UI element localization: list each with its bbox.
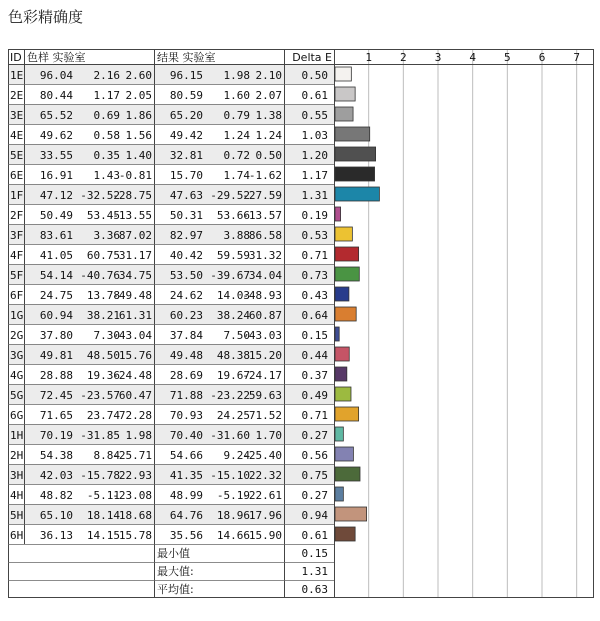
delta-bar xyxy=(335,147,376,161)
result-value: 70.93 xyxy=(169,409,203,422)
result-value: -15.10 xyxy=(210,469,250,482)
sample-value: -23.08 xyxy=(112,489,152,502)
sample-value: 18.68 xyxy=(118,509,152,522)
row-id: 6E xyxy=(10,169,24,182)
row-id: 2G xyxy=(10,329,24,342)
result-value: 71.88 xyxy=(169,389,203,402)
header-delta: Delta E xyxy=(292,51,332,64)
result-value: -43.03 xyxy=(242,329,282,342)
sample-value: -31.85 xyxy=(80,429,120,442)
result-value: 24.25 xyxy=(216,409,250,422)
result-value: 86.58 xyxy=(248,229,282,242)
result-value: -23.22 xyxy=(210,389,250,402)
result-value: 71.52 xyxy=(248,409,282,422)
sample-value: 96.04 xyxy=(39,69,73,82)
sample-value: 65.10 xyxy=(39,509,73,522)
result-value: 17.96 xyxy=(248,509,282,522)
sample-value: 3.36 xyxy=(93,229,120,242)
delta-value: 0.75 xyxy=(301,469,328,482)
delta-value: 0.50 xyxy=(301,69,328,82)
result-value: 2.07 xyxy=(255,89,282,102)
summary-label: 平均值: xyxy=(157,583,194,596)
result-value: 3.88 xyxy=(223,229,250,242)
x-tick-label: 6 xyxy=(538,51,546,64)
result-value: 22.32 xyxy=(248,469,282,482)
result-value: 15.90 xyxy=(248,529,282,542)
result-value: 35.56 xyxy=(169,529,203,542)
header-sample: 色样 实验室 xyxy=(27,51,86,64)
row-id: 1G xyxy=(10,309,24,322)
sample-value: -25.71 xyxy=(112,449,152,462)
delta-bar xyxy=(335,107,353,121)
row-id: 4E xyxy=(10,129,24,142)
row-id: 5G xyxy=(10,389,24,402)
result-value: 1.38 xyxy=(255,109,282,122)
result-value: 19.67 xyxy=(216,369,250,382)
row-id: 1H xyxy=(10,429,24,442)
result-value: 1.24 xyxy=(255,129,282,142)
result-value: 80.59 xyxy=(169,89,203,102)
result-value: 53.50 xyxy=(169,269,203,282)
sample-value: -49.48 xyxy=(112,289,152,302)
sample-value: 47.12 xyxy=(39,189,73,202)
delta-value: 0.61 xyxy=(301,529,328,542)
row-id: 5E xyxy=(10,149,24,162)
sample-value: 70.19 xyxy=(39,429,73,442)
result-value: 0.72 xyxy=(223,149,250,162)
row-id: 3F xyxy=(10,229,24,242)
delta-bar xyxy=(335,387,351,401)
delta-value: 1.31 xyxy=(301,189,328,202)
sample-value: 48.50 xyxy=(86,349,120,362)
summary-label: 最小值 xyxy=(157,547,190,560)
result-value: 70.40 xyxy=(169,429,203,442)
result-value: 96.15 xyxy=(169,69,203,82)
delta-bar xyxy=(335,87,355,101)
summary-value: 0.63 xyxy=(301,583,328,596)
sample-value: 41.05 xyxy=(39,249,73,262)
result-value: 64.76 xyxy=(169,509,203,522)
delta-bar xyxy=(335,467,360,481)
sample-value: 60.94 xyxy=(39,309,73,322)
delta-value: 1.03 xyxy=(301,129,328,142)
result-value: -29.52 xyxy=(210,189,250,202)
sample-value: 13.78 xyxy=(86,289,120,302)
delta-bar xyxy=(335,187,379,201)
delta-value: 1.20 xyxy=(301,149,328,162)
row-id: 2E xyxy=(10,89,24,102)
result-value: 47.63 xyxy=(169,189,203,202)
row-id: 6H xyxy=(10,529,24,542)
delta-bar xyxy=(335,407,359,421)
sample-value: 7.30 xyxy=(93,329,120,342)
result-value: 1.98 xyxy=(223,69,250,82)
result-value: 7.50 xyxy=(223,329,250,342)
sample-value: 14.15 xyxy=(86,529,120,542)
row-id: 3E xyxy=(10,109,24,122)
sample-value: 24.75 xyxy=(39,289,73,302)
sample-value: 87.02 xyxy=(118,229,152,242)
row-id: 4F xyxy=(10,249,24,262)
result-value: 49.42 xyxy=(169,129,203,142)
result-value: 15.20 xyxy=(248,349,282,362)
sample-value: 72.45 xyxy=(39,389,73,402)
result-value: 28.69 xyxy=(169,369,203,382)
result-value: 24.62 xyxy=(169,289,203,302)
summary-label: 最大值: xyxy=(157,565,194,578)
summary-value: 1.31 xyxy=(301,565,328,578)
sample-value: 16.91 xyxy=(39,169,73,182)
delta-value: 0.19 xyxy=(301,209,328,222)
result-value: 14.66 xyxy=(216,529,250,542)
result-value: 34.04 xyxy=(248,269,282,282)
result-value: 9.24 xyxy=(223,449,250,462)
result-value: 2.10 xyxy=(255,69,282,82)
delta-bar xyxy=(335,347,349,361)
delta-bar xyxy=(335,207,341,221)
delta-bar xyxy=(335,287,349,301)
row-id: 5H xyxy=(10,509,24,522)
sample-value: 54.14 xyxy=(39,269,73,282)
sample-value: -32.52 xyxy=(80,189,120,202)
result-value: -13.57 xyxy=(242,209,282,222)
sample-value: 83.61 xyxy=(39,229,73,242)
result-value: 60.87 xyxy=(248,309,282,322)
x-tick-label: 3 xyxy=(434,51,442,64)
sample-value: 31.17 xyxy=(118,249,152,262)
result-value: -39.67 xyxy=(210,269,250,282)
row-id: 1E xyxy=(10,69,24,82)
row-id: 4H xyxy=(10,489,24,502)
delta-bar xyxy=(335,427,343,441)
sample-value: 22.93 xyxy=(118,469,152,482)
result-value: -5.19 xyxy=(216,489,250,502)
sample-value: 50.49 xyxy=(39,209,73,222)
row-id: 1F xyxy=(10,189,24,202)
page-title: 色彩精确度 xyxy=(8,8,84,26)
result-value: 48.38 xyxy=(216,349,250,362)
sample-value: 1.40 xyxy=(125,149,152,162)
sample-value: 2.16 xyxy=(93,69,120,82)
result-value: 1.24 xyxy=(223,129,250,142)
sample-value: 61.31 xyxy=(118,309,152,322)
row-id: 2F xyxy=(10,209,24,222)
delta-value: 0.53 xyxy=(301,229,328,242)
sample-value: 1.56 xyxy=(125,129,152,142)
sample-value: -28.75 xyxy=(112,189,152,202)
result-value: 40.42 xyxy=(169,249,203,262)
sample-value: -23.57 xyxy=(80,389,120,402)
sample-value: 71.65 xyxy=(39,409,73,422)
result-value: 1.70 xyxy=(255,429,282,442)
sample-value: -0.81 xyxy=(118,169,152,182)
result-value: 53.66 xyxy=(216,209,250,222)
sample-value: 72.28 xyxy=(118,409,152,422)
sample-value: 49.81 xyxy=(39,349,73,362)
delta-bar xyxy=(335,67,351,81)
result-value: 15.70 xyxy=(169,169,203,182)
row-id: 5F xyxy=(10,269,24,282)
sample-value: 15.76 xyxy=(118,349,152,362)
delta-value: 1.17 xyxy=(301,169,328,182)
row-id: 6G xyxy=(10,409,24,422)
delta-value: 0.71 xyxy=(301,249,328,262)
sample-value: 19.36 xyxy=(86,369,120,382)
delta-value: 0.73 xyxy=(301,269,328,282)
result-value: 50.31 xyxy=(169,209,203,222)
sample-value: -24.48 xyxy=(112,369,152,382)
sample-value: -13.55 xyxy=(112,209,152,222)
sample-value: 1.17 xyxy=(93,89,120,102)
delta-bar xyxy=(335,227,352,241)
sample-value: -15.78 xyxy=(80,469,120,482)
sample-value: 34.75 xyxy=(118,269,152,282)
sample-value: 2.60 xyxy=(125,69,152,82)
delta-bar xyxy=(335,127,370,141)
sample-value: 2.05 xyxy=(125,89,152,102)
sample-value: 42.03 xyxy=(39,469,73,482)
result-value: 38.24 xyxy=(216,309,250,322)
x-tick-label: 4 xyxy=(469,51,476,64)
sample-value: 33.55 xyxy=(39,149,73,162)
sample-value: 18.14 xyxy=(86,509,120,522)
x-tick-label: 1 xyxy=(365,51,372,64)
row-id: 2H xyxy=(10,449,24,462)
delta-bar xyxy=(335,507,367,521)
result-value: -1.62 xyxy=(248,169,282,182)
result-value: 0.79 xyxy=(223,109,250,122)
sample-value: 54.38 xyxy=(39,449,73,462)
result-value: 59.63 xyxy=(248,389,282,402)
sample-value: 48.82 xyxy=(39,489,73,502)
sample-value: 36.13 xyxy=(39,529,73,542)
x-tick-label: 5 xyxy=(504,51,511,64)
delta-value: 0.44 xyxy=(301,349,328,362)
result-value: 48.99 xyxy=(169,489,203,502)
sample-value: 0.35 xyxy=(93,149,120,162)
sample-value: 1.86 xyxy=(125,109,152,122)
x-tick-label: 2 xyxy=(400,51,407,64)
sample-value: 60.75 xyxy=(86,249,120,262)
result-value: -24.17 xyxy=(242,369,282,382)
delta-bar xyxy=(335,447,353,461)
delta-bar xyxy=(335,307,356,321)
delta-value: 0.61 xyxy=(301,89,328,102)
row-id: 6F xyxy=(10,289,24,302)
result-value: -48.93 xyxy=(242,289,282,302)
delta-value: 0.71 xyxy=(301,409,328,422)
delta-value: 0.49 xyxy=(301,389,328,402)
result-value: 82.97 xyxy=(169,229,203,242)
sample-value: 0.58 xyxy=(93,129,120,142)
delta-value: 0.43 xyxy=(301,289,328,302)
sample-value: 65.52 xyxy=(39,109,73,122)
sample-value: 28.88 xyxy=(39,369,73,382)
delta-value: 0.15 xyxy=(301,329,328,342)
header-result: 结果 实验室 xyxy=(157,51,216,64)
summary-value: 0.15 xyxy=(301,547,328,560)
result-value: 1.74 xyxy=(223,169,250,182)
sample-value: -43.04 xyxy=(112,329,152,342)
sample-value: -40.76 xyxy=(80,269,120,282)
result-value: 60.23 xyxy=(169,309,203,322)
row-id: 4G xyxy=(10,369,24,382)
sample-value: 8.84 xyxy=(93,449,120,462)
result-value: 37.84 xyxy=(169,329,203,342)
row-id: 3G xyxy=(10,349,24,362)
delta-bar xyxy=(335,367,347,381)
delta-value: 0.55 xyxy=(301,109,328,122)
row-id: 3H xyxy=(10,469,24,482)
sample-value: 1.43 xyxy=(93,169,120,182)
result-value: 59.59 xyxy=(216,249,250,262)
result-value: 54.66 xyxy=(169,449,203,462)
result-value: 31.32 xyxy=(248,249,282,262)
sample-value: 37.80 xyxy=(39,329,73,342)
delta-bar xyxy=(335,267,359,281)
delta-value: 0.27 xyxy=(301,429,328,442)
delta-bar xyxy=(335,167,375,181)
delta-value: 0.37 xyxy=(301,369,328,382)
delta-bar xyxy=(335,247,359,261)
sample-value: 80.44 xyxy=(39,89,73,102)
sample-value: 23.74 xyxy=(86,409,120,422)
sample-value: 49.62 xyxy=(39,129,73,142)
sample-value: -5.11 xyxy=(86,489,120,502)
result-value: 18.96 xyxy=(216,509,250,522)
x-tick-label: 7 xyxy=(573,51,580,64)
result-value: -25.40 xyxy=(242,449,282,462)
result-value: 65.20 xyxy=(169,109,203,122)
result-value: -22.61 xyxy=(242,489,282,502)
result-value: 49.48 xyxy=(169,349,203,362)
result-value: -27.59 xyxy=(242,189,282,202)
result-value: 41.35 xyxy=(169,469,203,482)
result-value: 1.60 xyxy=(223,89,250,102)
result-value: 32.81 xyxy=(169,149,203,162)
sample-value: 1.98 xyxy=(125,429,152,442)
delta-bar xyxy=(335,327,339,341)
delta-value: 0.27 xyxy=(301,489,328,502)
header-id: ID xyxy=(10,51,22,64)
delta-value: 0.56 xyxy=(301,449,328,462)
sample-value: 60.47 xyxy=(118,389,152,402)
sample-value: 15.78 xyxy=(118,529,152,542)
sample-value: 38.21 xyxy=(86,309,120,322)
delta-value: 0.64 xyxy=(301,309,328,322)
sample-value: 53.45 xyxy=(86,209,120,222)
result-value: 14.03 xyxy=(216,289,250,302)
delta-value: 0.94 xyxy=(301,509,328,522)
delta-bar xyxy=(335,487,343,501)
sample-value: 0.69 xyxy=(93,109,120,122)
result-value: 0.50 xyxy=(255,149,282,162)
delta-bar xyxy=(335,527,355,541)
result-value: -31.60 xyxy=(210,429,250,442)
